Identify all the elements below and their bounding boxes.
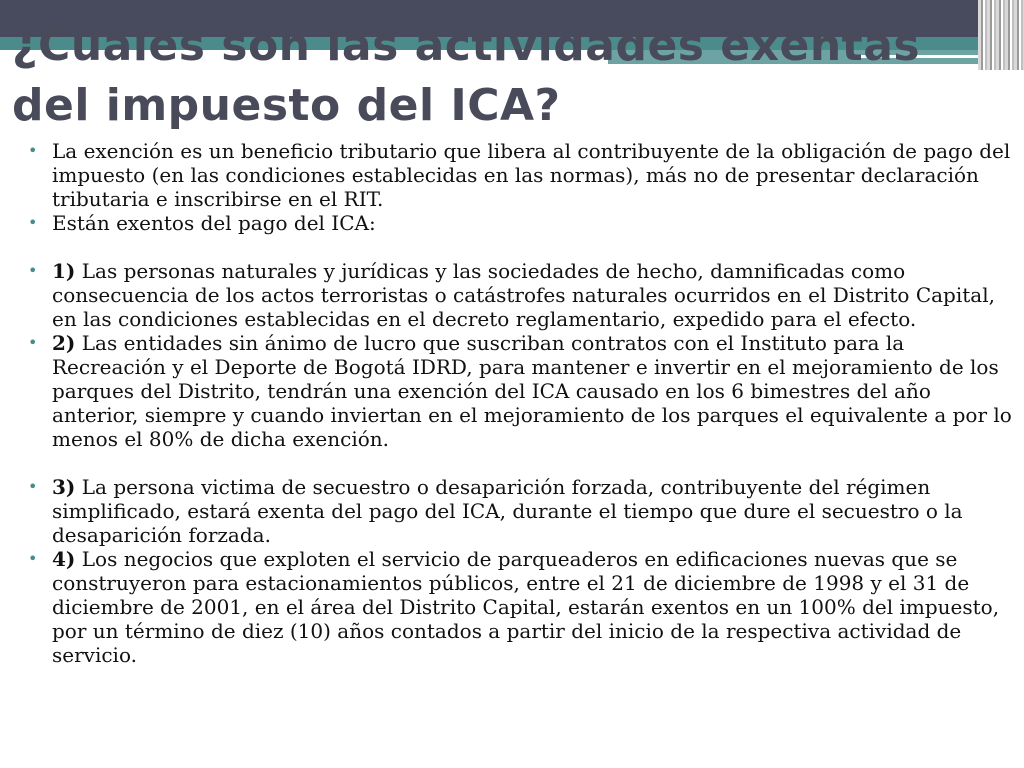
bullet-intro-2 bbox=[28, 211, 1012, 235]
item-number: 1) bbox=[52, 259, 76, 283]
bullet-icon: • bbox=[28, 261, 38, 280]
bullet-item-1 bbox=[28, 259, 1012, 331]
item-text: Las personas naturales y jurídicas y las sociedades de hecho, damnificadas como consecuencia de los actos terroristas o catástrofes naturales ocurridos en el Distrito Capital, en las condiciones establecidas en el decreto reglamentario, expedido para el efecto. bbox=[52, 259, 995, 331]
item-text: La persona victima de secuestro o desaparición forzada, contribuyente del régimen simplificado, estará exenta del pago del ICA, durante el tiempo que dure el secuestro o la desaparición forzada. bbox=[52, 475, 963, 547]
bullet-item-4 bbox=[28, 547, 1012, 667]
item-number: 3) bbox=[52, 475, 76, 499]
slide-title: ¿Cuales son las actividades exentas del impuesto del ICA? bbox=[12, 20, 921, 131]
item-number: 2) bbox=[52, 331, 76, 355]
bullet-item-3 bbox=[28, 475, 1012, 547]
bullet-item-2 bbox=[28, 331, 1012, 451]
bullet-icon: • bbox=[28, 333, 38, 352]
bullet-intro-1 bbox=[28, 139, 1012, 211]
bullet-icon: • bbox=[28, 213, 38, 232]
bullet-icon: • bbox=[28, 549, 38, 568]
item-text: Las entidades sin ánimo de lucro que suscriban contratos con el Instituto para la Recreación y el Deporte de Bogotá IDRD, para mantener e invertir en el mejoramiento de los parques del Distrito, tendrán una exención del ICA causado en los 6 bimestres del año anterior, siempre y cuando inviertan en el mejoramiento de los parques el equivalente a por lo menos el 80% de dicha exención. bbox=[52, 331, 1012, 451]
bullet-icon: • bbox=[28, 141, 38, 160]
item-text: Los negocios que exploten el servicio de parqueaderos en edificaciones nuevas que se construyeron para estacionamientos públicos, entre el 21 de diciembre de 1998 y el 31 de diciembre de 2001, en el área del Distrito Capital, estarán exentos en un 100% del impuesto, por un término de diez (10) años contados a partir del inicio de la respectiva actividad de servicio. bbox=[52, 547, 1000, 667]
bullet-text: Están exentos del pago del ICA: bbox=[52, 211, 376, 235]
bullet-text: La exención es un beneficio tributario que libera al contribuyente de la obligación de pago del impuesto (en las condiciones establecidas en las normas), más no de presentar declaración tributaria e inscribirse en el RIT. bbox=[52, 139, 1011, 211]
item-number: 4) bbox=[52, 547, 76, 571]
bullet-icon: • bbox=[28, 477, 38, 496]
slide-content bbox=[28, 139, 1012, 667]
